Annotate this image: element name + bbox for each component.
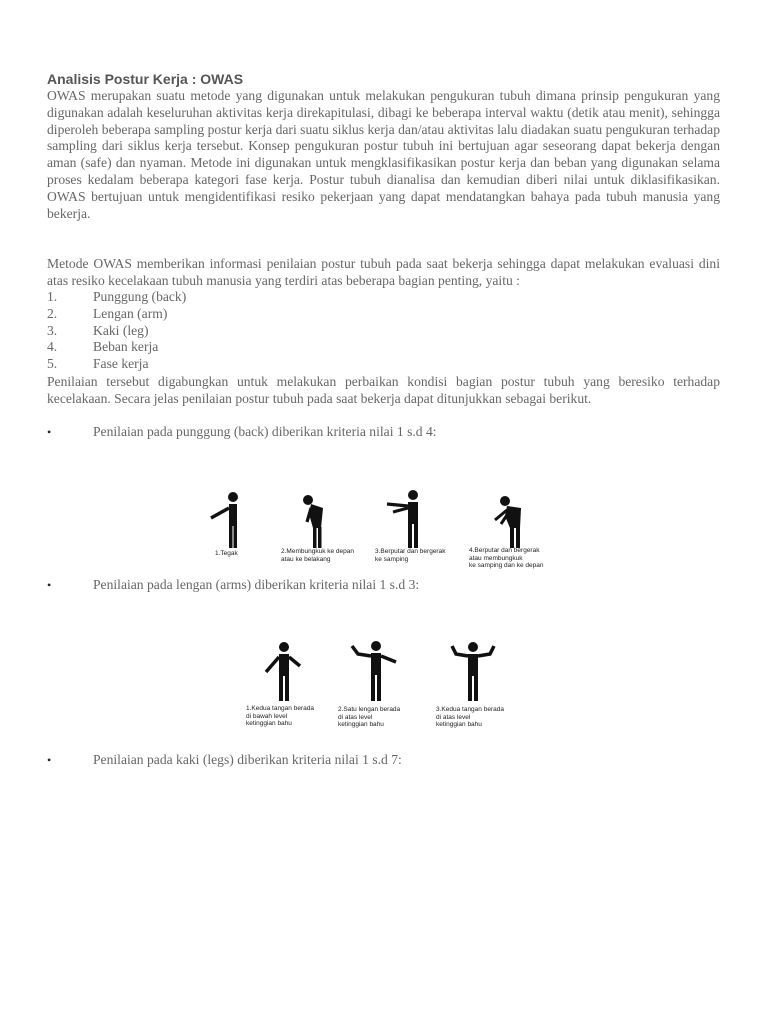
arm-postures-figure: [240, 640, 540, 740]
back-postures-illustration: [205, 490, 565, 550]
bullet-icon: •: [47, 753, 52, 767]
document-title: Analisis Postur Kerja : OWAS: [47, 71, 244, 87]
arms-above-shoulder-icon: [452, 642, 494, 701]
posture-bent-icon: [303, 495, 323, 548]
paragraph-assessment: Penilaian tersebut digabungkan untuk melakukan perbaikan kondisi bagian postur tubuh yang beresiko terhadap kecelakaan. Secara jelas penilaian postur tubuh pada saat bekerja dapat ditunjukkan sebagai berikut.: [47, 374, 720, 406]
back-caption-3: 3.Berputar dan bergerak ke samping: [375, 548, 446, 563]
arm-caption-2: 2.Satu lengan berada di atas level ketinggian bahu: [338, 706, 401, 728]
back-caption-4: 4.Berputar dan bergerak atau membungkuk ke samping dan ke depan: [469, 547, 544, 569]
posture-twisted-icon: [387, 490, 418, 548]
bullet-legs: • Penilaian pada kaki (legs) diberikan kriteria nilai 1 s.d 7:: [47, 752, 402, 767]
bullet-back: • Penilaian pada punggung (back) diberikan kriteria nilai 1 s.d 4:: [47, 424, 437, 439]
arms-below-shoulder-icon: [266, 642, 300, 701]
bullet-icon: •: [47, 578, 52, 592]
paragraph-intro: OWAS merupakan suatu metode yang digunakan untuk melakukan pengukuran tubuh dimana prinsip pengukuran yang digunakan adalah keseluruhan aktivitas kerja direkapitulasi, dibagi ke beberapa interval waktu (detik atau menit), sehingga diperoleh beberapa sampling postur kerja dari suatu siklus kerja dan/atau aktivitas lalu diadakan suatu pengukuran terhadap sampling dari siklus kerja tersebut. Konsep pengukuran postur tubuh ini bertujuan agar seseorang dapat bekerja dengan aman (safe) dan nyaman. Metode ini digunakan untuk mengklasifikasikan postur kerja dan beban yang digunakan selama proses kedalam beberapa kategori fase kerja. Postur tubuh dianalisa dan kemudian diberi nilai untuk diklasifikasikan. OWAS bertujuan untuk mengidentifikasi resiko pekerjaan yang dapat mendatangkan bahaya pada tubuh manusia yang bekerja.: [47, 88, 720, 221]
bullet-icon: •: [47, 425, 52, 439]
back-caption-2: 2.Membungkuk ke depan atau ke belakang: [281, 548, 354, 563]
document-page: Analisis Postur Kerja : OWAS OWAS merupakan suatu metode yang digunakan untuk melakukan pengukuran tubuh dimana prinsip pengukuran yang digunakan adalah keseluruhan aktivitas kerja direkapitulasi, dibagi ke beberapa interval waktu (detik atau menit), sehingga diperoleh beberapa sampling postur kerja dari suatu siklus kerja dan/atau aktivitas lalu diadakan suatu pengukuran terhadap sampling dari siklus kerja tersebut. Konsep pengukuran postur tubuh ini bertujuan agar seseorang dapat bekerja dengan aman (safe) dan nyaman. Metode ini digunakan untuk mengklasifikasikan postur kerja dan beban yang digunakan selama proses kedalam beberapa kategori fase kerja. Postur tubuh dianalisa dan kemudian diberi nilai untuk diklasifikasikan. OWAS bertujuan untuk mengidentifikasi resiko pekerjaan yang dapat mendatangkan bahaya pada tubuh manusia yang bekerja. Metode OWAS memberikan informasi penilaian postur tubuh pada saat bekerja sehingga dapat melakukan evaluasi dini atas resiko kecelakaan tubuh manusia yang terdiri atas beberapa bagian penting, yaitu : 1. Punggung (back) 2. Lengan (arm) 3. Kaki (leg) 4. Beban kerja 5. Fase kerja Penilaian tersebut digabungkan untuk melakukan perbaikan kondisi bagian postur tubuh yang beresiko terhadap kecelakaan. Secara jelas penilaian postur tubuh pada saat bekerja dapat ditunjukkan sebagai berikut. • Penilaian pada punggung (back) diberikan kriteria nilai 1 s.d 4: 1.Tegak 2.Membungkuk ke depan atau ke belakang 3.Berputar dan bergerak ke samping 4.Berputar dan bergerak atau membungkuk ke samping dan ke depan • Penilaian pada lengan (arms) diberikan kriteria nilai 1 s.d 3: 1.Kedua tangan berada di bawah level ketinggian bahu 2.Satu lengan berada di atas level ketinggian bahu 3.Kedua tangan berada di atas level ketinggian bahu • Penilaian pada kaki (legs) diberikan kriteria nilai 1 s.d 7:: [0, 0, 768, 1024]
paragraph-method: Metode OWAS memberikan informasi penilaian postur tubuh pada saat bekerja sehingga dapat melakukan evaluasi dini atas resiko kecelakaan tubuh manusia yang terdiri atas beberapa bagian penting, yaitu :: [47, 256, 720, 288]
arm-caption-3: 3.Kedua tangan berada di atas level ketinggian bahu: [436, 706, 504, 728]
one-arm-above-shoulder-icon: [352, 641, 396, 701]
back-postures-figure: [205, 490, 565, 580]
bullet-arms: • Penilaian pada lengan (arms) diberikan kriteria nilai 1 s.d 3:: [47, 577, 420, 592]
arm-caption-1: 1.Kedua tangan berada di bawah level ketinggian bahu: [246, 705, 314, 727]
posture-upright-icon: [211, 492, 238, 548]
back-caption-1: 1.Tegak: [215, 550, 238, 557]
arm-postures-illustration: [240, 640, 540, 702]
posture-twisted-bent-icon: [495, 496, 521, 548]
